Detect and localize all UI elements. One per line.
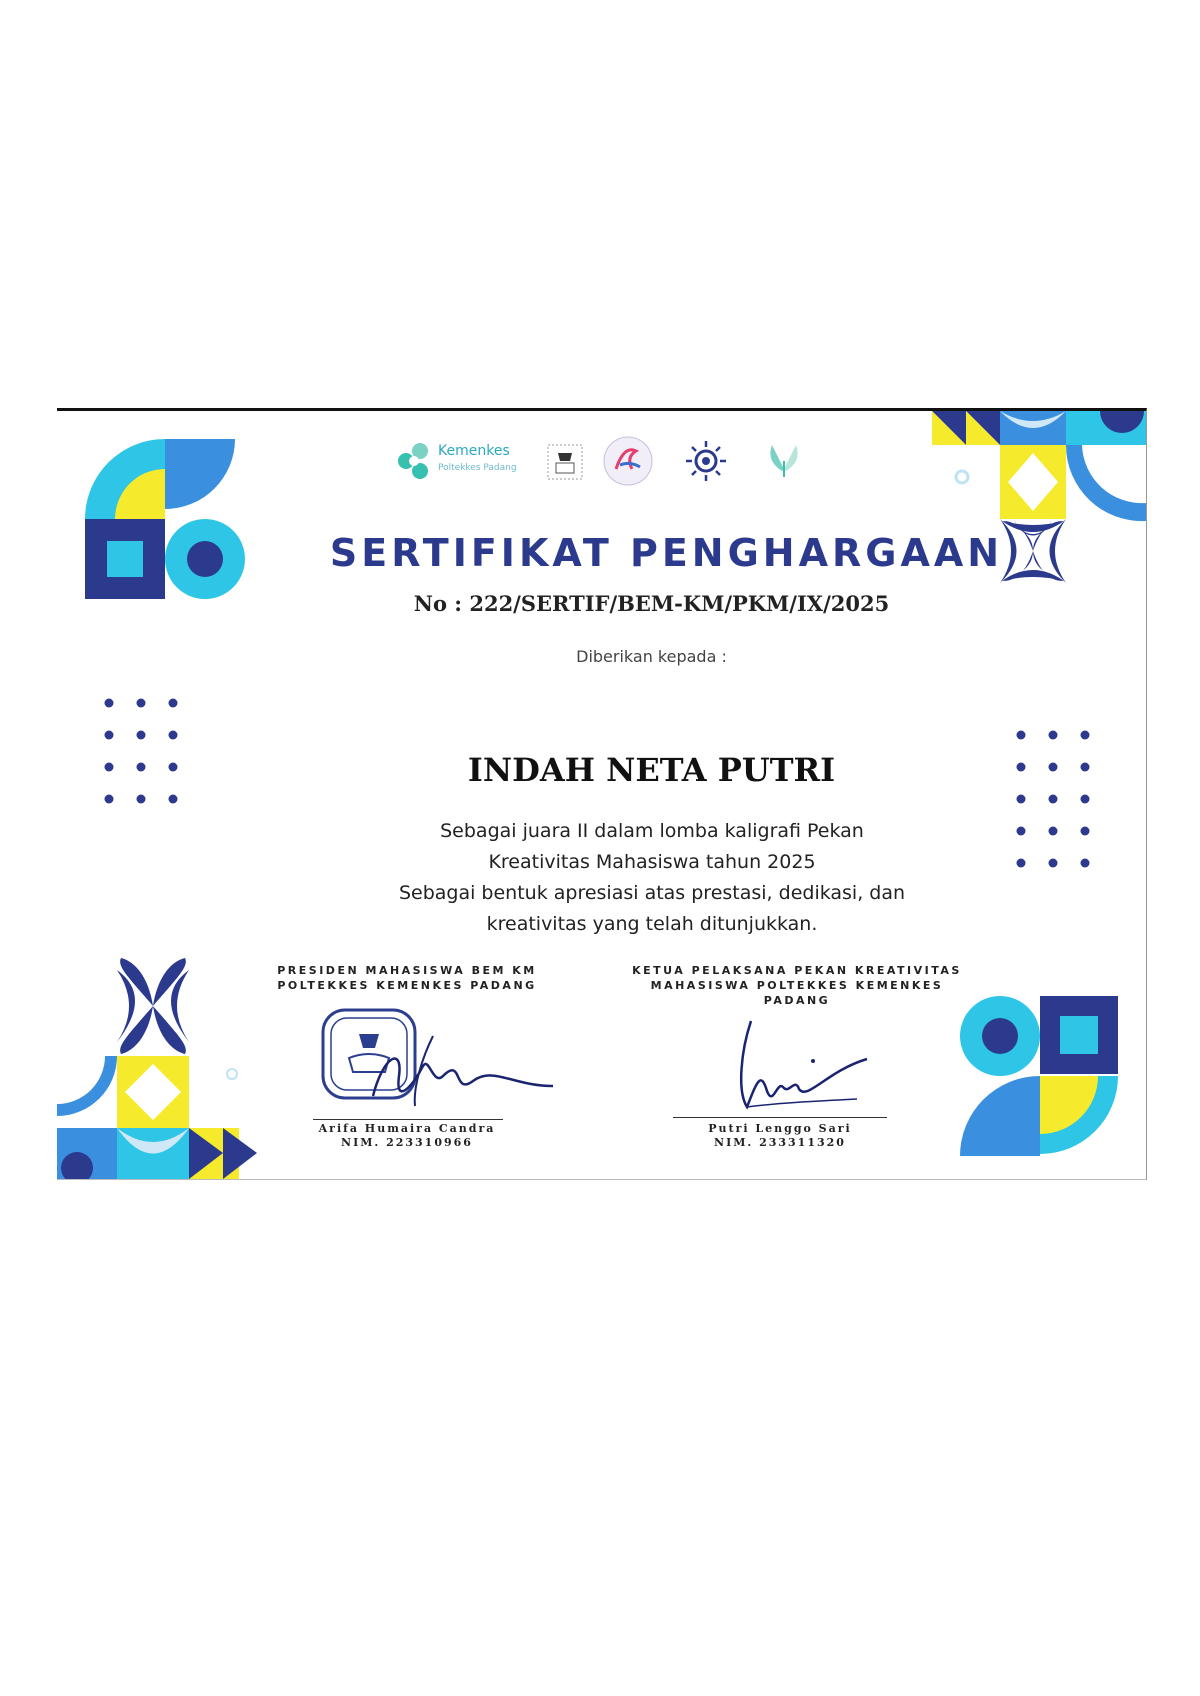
signatory-left-identity: [277, 1122, 537, 1150]
signatory-left: [257, 963, 557, 993]
sun-logo-icon: [684, 439, 728, 483]
given-to-label: Diberikan kepada :: [576, 647, 727, 666]
signature-right: [717, 1011, 917, 1121]
description-line: kreativitas yang telah ditunjukkan.: [486, 913, 818, 935]
kemenkes-logo-icon: [392, 439, 436, 483]
kemenkes-name: Kemenkes: [438, 443, 510, 459]
signature-left: [343, 1026, 573, 1116]
certificate-number: No : 222/SERTIF/BEM-KM/PKM/IX/2025: [413, 591, 890, 616]
signatory-right-role: PADANG: [763, 994, 831, 1007]
certificate-title: SERTIFIKAT PENGHARGAAN: [329, 531, 1004, 575]
logos-row: [392, 431, 812, 491]
signatory-right: [597, 963, 997, 1008]
signatory-right-role: KETUA PELAKSANA PEKAN KREATIVITAS: [632, 964, 962, 977]
recipient-name: INDAH NETA PUTRI: [467, 751, 836, 789]
description-line: Kreativitas Mahasiswa tahun 2025: [488, 851, 816, 873]
signature-line-left: [313, 1119, 503, 1120]
decoration-top-left: [85, 439, 245, 599]
certificate: [57, 408, 1147, 1180]
event-logo-icon: [602, 435, 654, 487]
certificate-description: [307, 816, 997, 940]
signatory-left-name: Arifa Humaira Candra: [318, 1122, 496, 1135]
decoration-bottom-left: [57, 956, 282, 1179]
signatory-left-nim: NIM. 223310966: [341, 1136, 473, 1149]
signatory-left-role: PRESIDEN MAHASISWA BEM KM: [277, 964, 537, 977]
signatory-right-role: MAHASISWA POLTEKKES KEMENKES: [650, 979, 944, 992]
description-line: Sebagai juara II dalam lomba kaligrafi Pekan: [440, 820, 864, 842]
butterfly-logo-icon: [762, 439, 806, 483]
kemenkes-subtitle: Poltekkes Padang: [438, 463, 517, 473]
signatory-right-nim: NIM. 233311320: [714, 1136, 846, 1149]
signatory-right-name: Putri Lenggo Sari: [708, 1122, 852, 1135]
signatory-left-role: POLTEKKES KEMENKES PADANG: [277, 979, 537, 992]
signature-line-right: [673, 1117, 887, 1118]
signatory-right-identity: [650, 1122, 910, 1150]
decoration-bottom-right: [960, 996, 1140, 1156]
organization-emblem-icon: [544, 441, 586, 483]
description-line: Sebagai bentuk apresiasi atas prestasi, dedikasi, dan: [398, 882, 906, 904]
